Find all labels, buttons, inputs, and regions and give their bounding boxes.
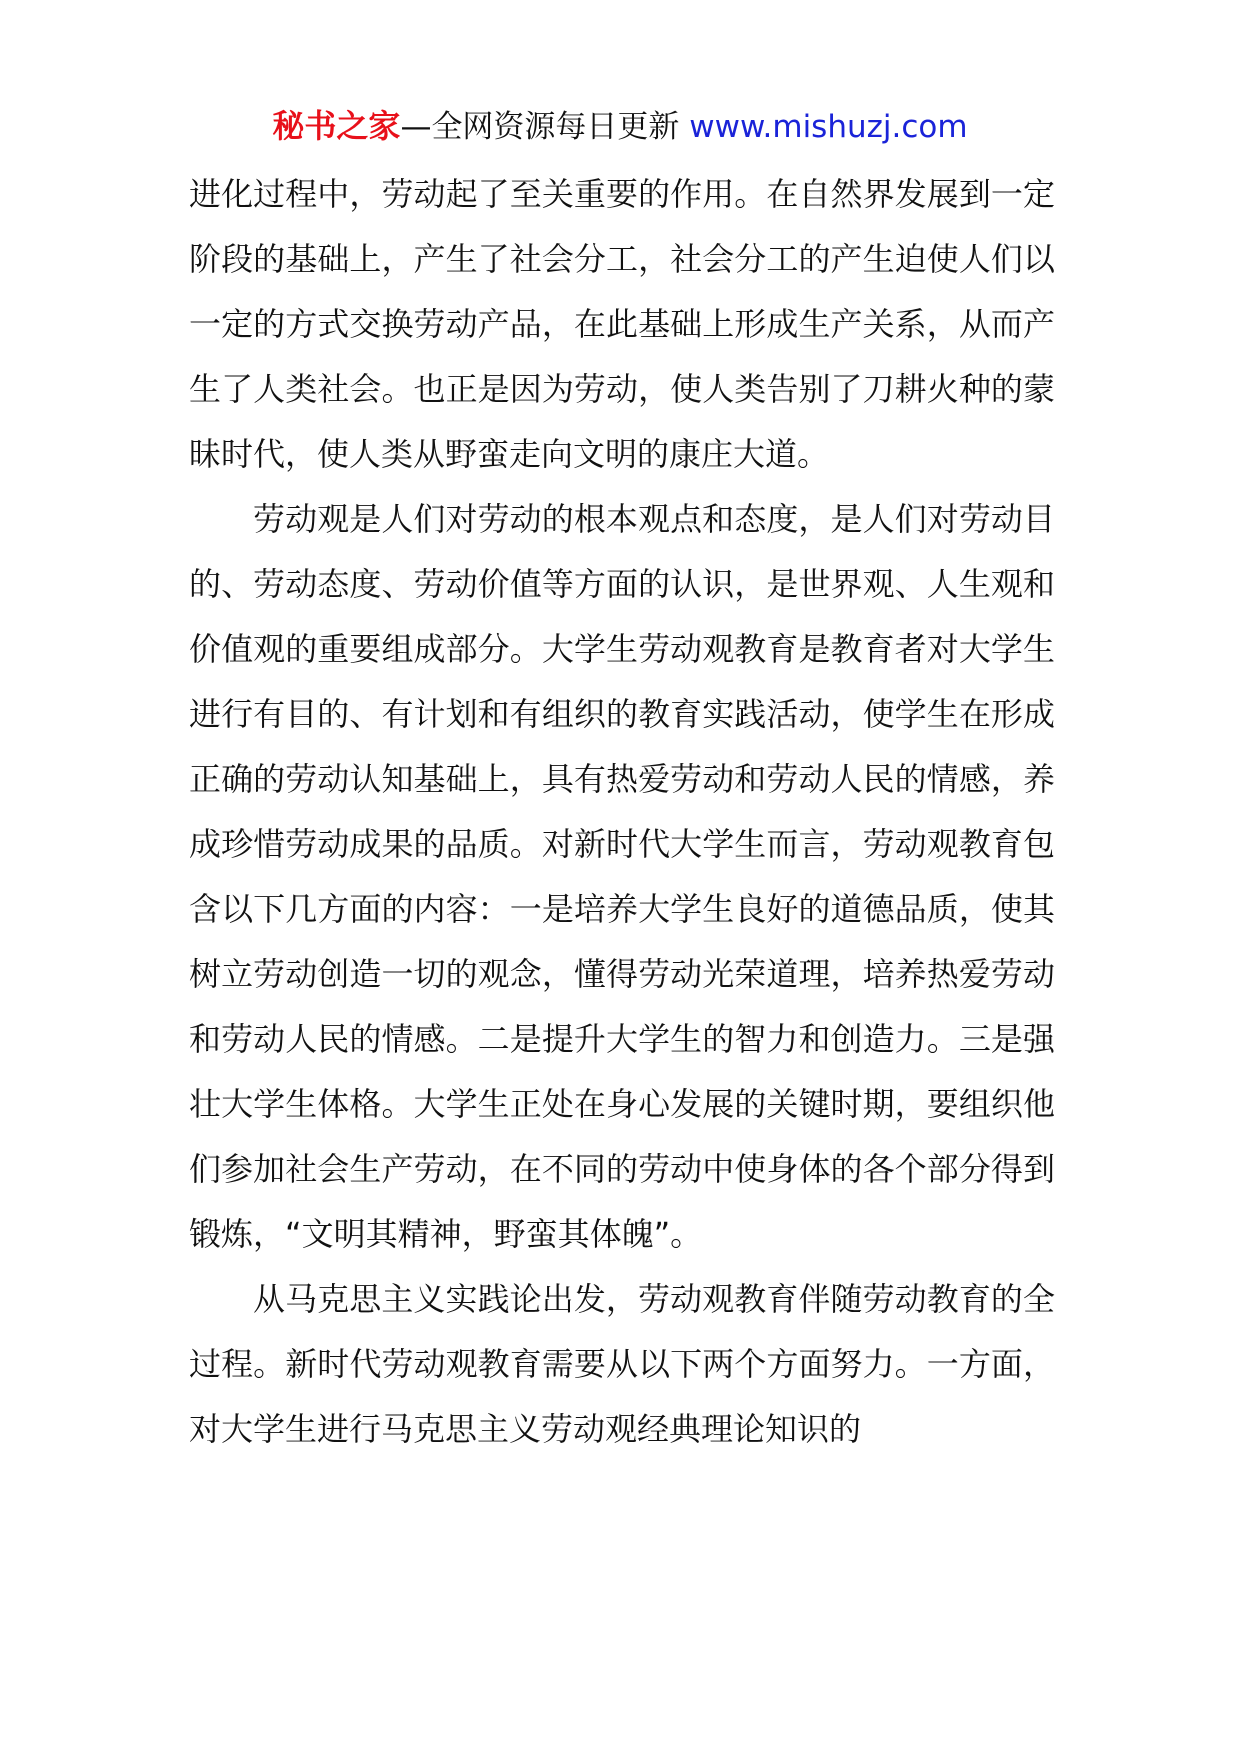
document-body [189,162,1055,1462]
paragraph-1: 进化过程中，劳动起了至关重要的作用。在自然界发展到一定阶段的基础上，产生了社会分工，社会分工的产生迫使人们以一定的方式交换劳动产品，在此基础上形成生产关系，从而产生了人类社会。也正是因为劳动，使人类告别了刀耕火种的蒙昧时代，使人类从野蛮走向文明的康庄大道。 [189,175,1055,473]
site-url-link[interactable]: www.mishuzj.com [689,109,968,145]
paragraph-2: 劳动观是人们对劳动的根本观点和态度，是人们对劳动目的、劳动态度、劳动价值等方面的认识，是世界观、人生观和价值观的重要组成部分。大学生劳动观教育是教育者对大学生进行有目的、有计划和有组织的教育实践活动，使学生在形成正确的劳动认知基础上，具有热爱劳动和劳动人民的情感，养成珍惜劳动成果的品质。对新时代大学生而言，劳动观教育包含以下几方面的内容：一是培养大学生良好的道德品质，使其树立劳动创造一切的观念，懂得劳动光荣道理，培养热爱劳动和劳动人民的情感。二是提升大学生的智力和创造力。三是强壮大学生体格。大学生正处在身心发展的关键时期，要组织他们参加社会生产劳动，在不同的劳动中使身体的各个部分得到锻炼，“文明其精神，野蛮其体魄”。 [189,500,1055,1253]
page-header [0,104,1240,149]
brand-name: 秘书之家 [272,107,401,145]
paragraph-3: 从马克思主义实践论出发，劳动观教育伴随劳动教育的全过程。新时代劳动观教育需要从以下两个方面努力。一方面，对大学生进行马克思主义劳动观经典理论知识的 [189,1280,1055,1448]
header-slogan: —全网资源每日更新 [400,109,680,145]
